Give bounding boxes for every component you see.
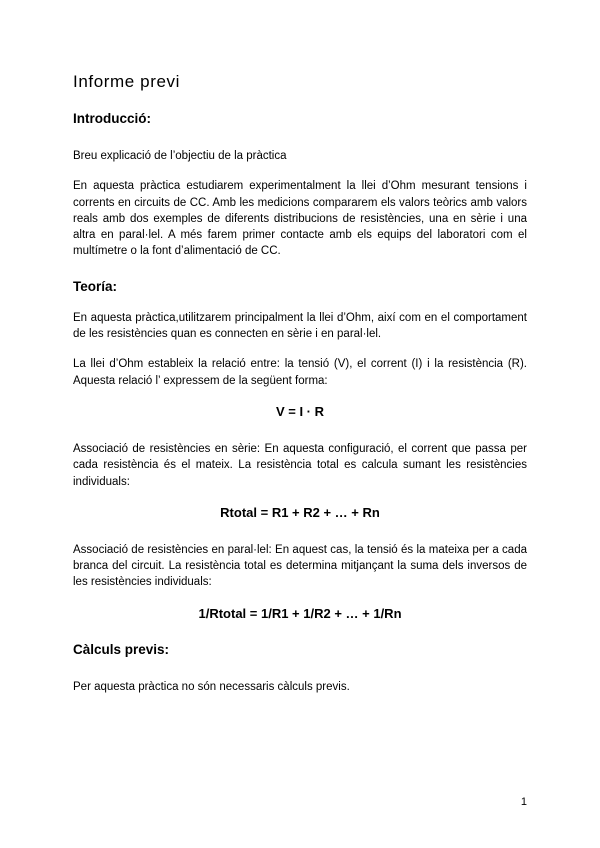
intro-subtitle: Breu explicació de l’objectiu de la pràctica [73,150,287,162]
theory-heading: Teoría: [73,278,118,294]
parallel-paragraph: Associació de resistències en paral·lel: En aquest cas, la tensió és la mateixa per a cada branca del circuit. La resistència total es determina mitjançant la suma dels inversos de les resistències individuals: [73,543,527,589]
intro-heading: Introducció: [73,111,151,126]
document-body [73,70,527,695]
series-paragraph: Associació de resistències en sèrie: En aquesta configuració, el corrent que passa per cada resistència és el mateix. La resistència total es calcula sumant les resistències individuals: [73,442,527,488]
document-title: Informe previ [73,72,181,91]
theory-paragraph-1: En aquesta pràctica,utilitzarem principalment la llei d’Ohm, així com en el comportament de les resistències quan es connecten en sèrie i en paral·lel. [73,311,527,341]
intro-paragraph: En aquesta pràctica estudiarem experimentalment la llei d’Ohm mesurant tensions i corrents en circuits de CC. Amb les medicions compararem els valors teòrics amb valors reals amb dos exemples de diferents distribucions de resistències, una en sèrie i una altra en paral·lel. A més farem primer contacte amb els equips del laboratori com el multímetre o la font d’alimentació de CC. [73,180,527,258]
page-number: 1 [520,796,527,808]
theory-paragraph-2: La llei d’Ohm estableix la relació entre: la tensió (V), el corrent (I) i la resistència (R). Aquesta relació l’ expressem de la següent forma: [73,358,527,387]
parallel-formula: 1/Rtotal = 1/R1 + 1/R2 + … + 1/Rn [198,605,402,621]
ohm-law-formula: V = I · R [275,403,325,419]
calculations-paragraph: Per aquesta pràctica no són necessaris càlculs previs. [73,680,350,693]
series-formula: Rtotal = R1 + R2 + … + Rn [220,504,380,520]
calculations-heading: Càlculs previs: [73,641,170,657]
